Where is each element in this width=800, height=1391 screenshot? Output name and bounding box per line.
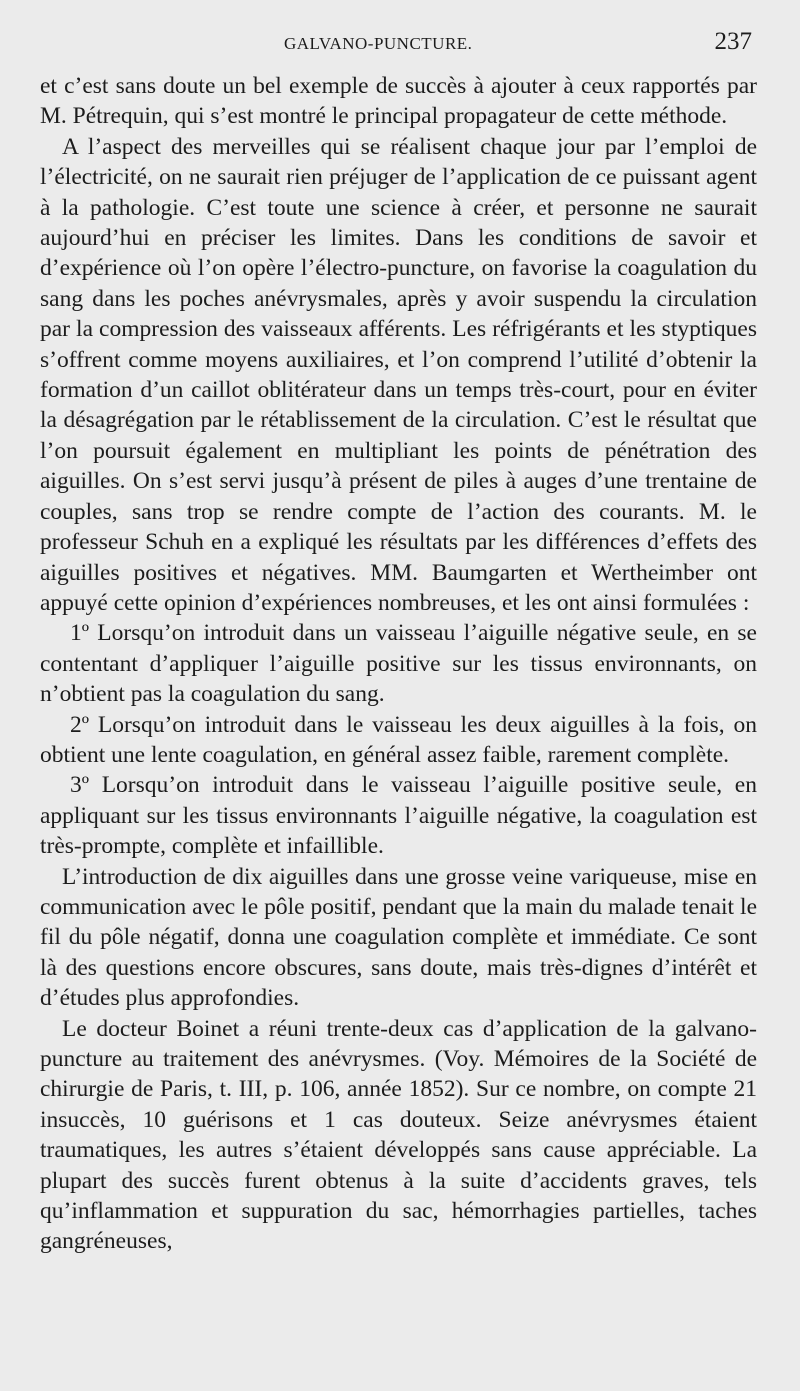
- paragraph-varicose-vein: L’introduction de dix aiguilles dans une grosse veine variqueuse, mise en communication avec le pôle positif, pendant que la main du malade tenait le fil du pôle négatif, donna une coagulation complète et immédiate. Ce sont là des questions encore obscures, sans doute, mais très-dignes d’intérêt et d’études plus approfondies.: [40, 863, 757, 1012]
- paragraph-boinet: Le docteur Boinet a réuni trente-deux cas d’application de la galvano-puncture au traitement des anévrysmes. (Voy. Mémoires de la Société de chirurgie de Paris, t. III, p. 106, année 1852). Sur ce nombre, on compte 21 insuccès, 10 guérisons et 1 cas douteux. Seize anévrysmes étaient traumatiques, les autres s’étaient développés sans cause appréciable. La plupart des succès furent obtenus à la suite d’accidents graves, tels qu’inflammation et suppuration du sac, hémorrhagies partielles, taches gangréneuses,: [40, 1015, 757, 1255]
- page-header: [40, 28, 752, 62]
- list-item-3: 3º Lorsqu’on introduit dans le vaisseau l’aiguille positive seule, en appliquant sur les tissus environnants l’aiguille négative, la coagulation est très-prompte, complète et infaillible.: [40, 772, 757, 860]
- body-text: [40, 71, 757, 1257]
- paragraph-electricity: A l’aspect des merveilles qui se réalisent chaque jour par l’emploi de l’électricité, on ne saurait rien préjuger de l’application de ce puissant agent à la pathologie. C’est toute une science à créer, et personne ne saurait aujourd’hui en préciser les limites. Dans les conditions de savoir et d’expérience où l’on opère l’électro-puncture, on favorise la coagulation du sang dans les poches anévrysmales, après y avoir suspendu la circulation par la compression des vaisseaux afférents. Les réfrigérants et les styptiques s’offrent comme moyens auxiliaires, et l’on comprend l’utilité d’obtenir la formation d’un caillot oblitérateur dans un temps très-court, pour en éviter la désagrégation par le rétablissement de la circulation. C’est le résultat que l’on poursuit également en multipliant les points de pénétration des aiguilles. On s’est servi jusqu’à présent de piles à auges d’une trentaine de couples, sans trop se rendre compte de l’action des courants. M. le professeur Schuh en a expliqué les résultats par les différences d’effets des aiguilles positives et négatives. MM. Baumgarten et Wertheimber ont appuyé cette opinion d’expériences nombreuses, et les ont ainsi formulées :: [40, 133, 757, 616]
- running-title: GALVANO-PUNCTURE.: [284, 34, 473, 53]
- list-item-1: 1º Lorsqu’on introduit dans un vaisseau l’aiguille négative seule, en se contentant d’appliquer l’aiguille positive sur les tissus environnants, on n’obtient pas la coagulation du sang.: [40, 620, 757, 708]
- page-number: 237: [714, 28, 752, 55]
- paragraph-continuation: et c’est sans doute un bel exemple de succès à ajouter à ceux rapportés par M. Pétrequin, qui s’est montré le principal propagateur de cette méthode.: [40, 73, 757, 130]
- list-item-2: 2º Lorsqu’on introduit dans le vaisseau les deux aiguilles à la fois, on obtient une lente coagulation, en général assez faible, rarement complète.: [40, 711, 757, 768]
